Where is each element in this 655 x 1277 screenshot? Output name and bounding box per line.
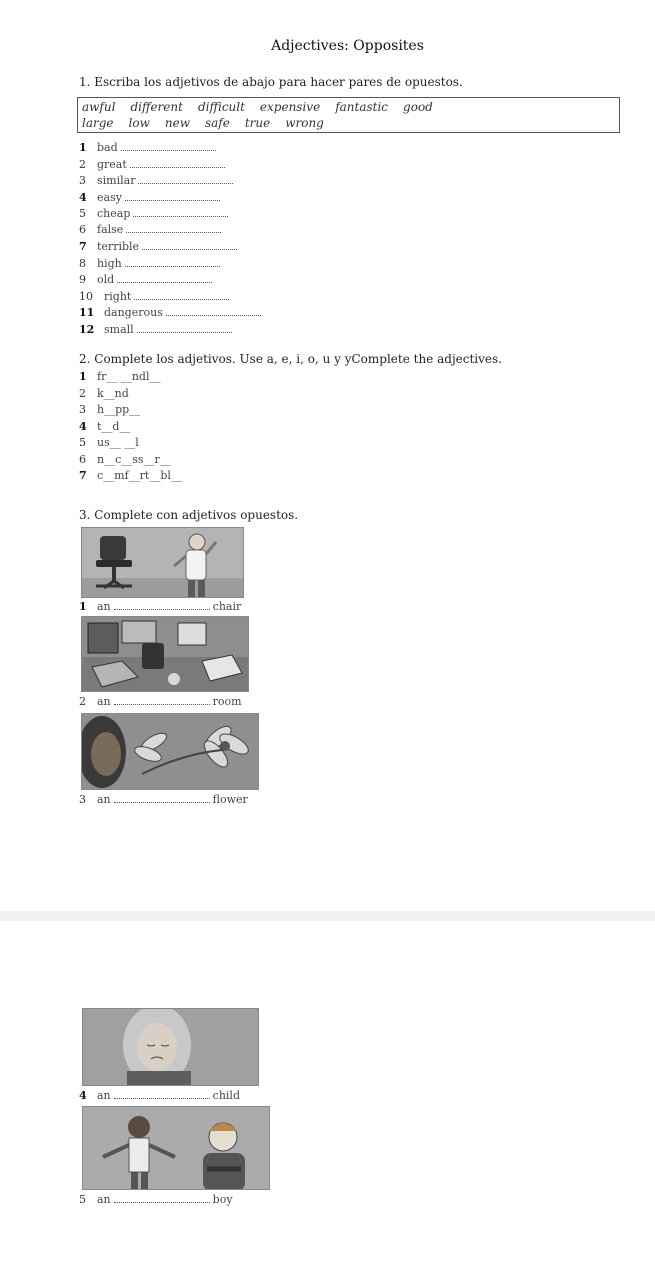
answer-blank[interactable] bbox=[134, 291, 229, 300]
item-number: 2 bbox=[79, 695, 86, 708]
item-number: 5 bbox=[79, 1193, 86, 1206]
opposite-item bbox=[79, 191, 220, 205]
word-bank-word: wrong bbox=[285, 116, 324, 130]
caption-3 bbox=[79, 793, 248, 807]
word-bank-word: fantastic bbox=[335, 100, 389, 114]
item-number: 1 bbox=[79, 141, 87, 154]
item-number: 1 bbox=[79, 600, 87, 613]
word-bank-word: good bbox=[403, 100, 433, 114]
answer-blank[interactable] bbox=[133, 208, 228, 217]
boy-picture bbox=[82, 1106, 270, 1190]
item-word: similar bbox=[97, 174, 136, 187]
answer-blank[interactable] bbox=[121, 142, 216, 151]
room-picture bbox=[81, 616, 249, 692]
answer-blank[interactable] bbox=[126, 224, 221, 233]
item-number: 7 bbox=[79, 240, 87, 253]
caption-2 bbox=[79, 695, 242, 709]
answer-blank[interactable] bbox=[114, 794, 210, 803]
fill-vowels-item bbox=[79, 403, 140, 417]
boy-illustration bbox=[83, 1107, 270, 1190]
noun: room bbox=[212, 695, 242, 708]
item-number: 3 bbox=[79, 793, 86, 806]
answer-blank[interactable] bbox=[130, 159, 225, 168]
item-word[interactable]: k__nd bbox=[97, 387, 129, 400]
item-number: 5 bbox=[79, 207, 86, 220]
word-bank-word: different bbox=[130, 100, 183, 114]
room-illustration bbox=[82, 617, 249, 692]
chair-illustration bbox=[82, 528, 244, 598]
opposite-item bbox=[79, 290, 229, 304]
caption-1 bbox=[79, 600, 241, 614]
opposite-item bbox=[79, 141, 216, 155]
word-bank bbox=[77, 97, 620, 133]
item-word[interactable]: t__d__ bbox=[97, 420, 131, 433]
answer-blank[interactable] bbox=[137, 324, 232, 333]
caption-4 bbox=[79, 1089, 240, 1103]
item-word[interactable]: fr__ __ndl__ bbox=[97, 370, 161, 383]
item-number: 2 bbox=[79, 387, 86, 400]
answer-blank[interactable] bbox=[166, 307, 261, 316]
article: an bbox=[97, 793, 111, 806]
flower-illustration bbox=[82, 714, 259, 790]
answer-blank[interactable] bbox=[114, 1090, 210, 1099]
item-word: cheap bbox=[97, 207, 131, 220]
answer-blank[interactable] bbox=[142, 241, 237, 250]
word-bank-word: new bbox=[164, 116, 190, 130]
noun: chair bbox=[212, 600, 242, 613]
item-number: 4 bbox=[79, 1089, 87, 1102]
fill-vowels-item bbox=[79, 370, 160, 384]
word-bank-word: true bbox=[244, 116, 271, 130]
section3-heading: 3. Complete con adjetivos opuestos. bbox=[79, 508, 299, 522]
answer-blank[interactable] bbox=[138, 175, 233, 184]
item-number: 8 bbox=[79, 257, 86, 270]
article: an bbox=[97, 695, 111, 708]
noun: flower bbox=[212, 793, 248, 806]
item-number: 12 bbox=[79, 323, 95, 336]
item-number: 7 bbox=[79, 469, 87, 482]
caption-5 bbox=[79, 1193, 233, 1207]
word-bank-word: low bbox=[128, 116, 150, 130]
item-number: 4 bbox=[79, 191, 87, 204]
fill-vowels-item bbox=[79, 387, 129, 401]
item-word[interactable]: us__ __l bbox=[97, 436, 139, 449]
article: an bbox=[97, 1193, 111, 1206]
opposite-item bbox=[79, 257, 220, 271]
item-word: small bbox=[104, 323, 134, 336]
answer-blank[interactable] bbox=[125, 258, 220, 267]
word-bank-word: difficult bbox=[197, 100, 245, 114]
item-number: 2 bbox=[79, 158, 86, 171]
opposite-item bbox=[79, 240, 237, 254]
article: an bbox=[97, 600, 111, 613]
opposite-item bbox=[79, 223, 221, 237]
page-title: Adjectives: Opposites bbox=[271, 38, 424, 54]
noun: boy bbox=[212, 1193, 233, 1206]
answer-blank[interactable] bbox=[125, 192, 220, 201]
answer-blank[interactable] bbox=[114, 601, 210, 610]
item-word[interactable]: n__c__ss__r__ bbox=[97, 453, 171, 466]
item-number: 3 bbox=[79, 174, 86, 187]
item-word: high bbox=[97, 257, 122, 270]
word-bank-word: large bbox=[82, 116, 114, 130]
opposite-item bbox=[79, 306, 261, 320]
opposite-item bbox=[79, 174, 233, 188]
flower-picture bbox=[81, 713, 259, 790]
answer-blank[interactable] bbox=[114, 696, 210, 705]
item-word: easy bbox=[97, 191, 122, 204]
item-word: terrible bbox=[97, 240, 140, 253]
word-bank-row-1 bbox=[82, 99, 615, 115]
opposite-item bbox=[79, 158, 225, 172]
fill-vowels-item bbox=[79, 420, 130, 434]
item-word[interactable]: c__mf__rt__bl__ bbox=[97, 469, 182, 482]
word-bank-row-2 bbox=[82, 115, 615, 131]
answer-blank[interactable] bbox=[117, 274, 212, 283]
item-word: old bbox=[97, 273, 115, 286]
item-number: 10 bbox=[79, 290, 93, 303]
page-separator bbox=[0, 911, 655, 921]
fill-vowels-item bbox=[79, 453, 171, 467]
word-bank-word: expensive bbox=[259, 100, 321, 114]
item-word: great bbox=[97, 158, 127, 171]
word-bank-word: safe bbox=[204, 116, 230, 130]
worksheet-page-2 bbox=[0, 921, 655, 1277]
item-number: 11 bbox=[79, 306, 95, 319]
child-picture bbox=[82, 1008, 259, 1086]
item-number: 3 bbox=[79, 403, 86, 416]
fill-vowels-item bbox=[79, 469, 182, 483]
item-word[interactable]: h__pp__ bbox=[97, 403, 141, 416]
item-number: 1 bbox=[79, 370, 87, 383]
item-word: bad bbox=[97, 141, 118, 154]
item-number: 5 bbox=[79, 436, 86, 449]
chair-picture bbox=[81, 527, 244, 598]
item-word: dangerous bbox=[104, 306, 163, 319]
opposite-item bbox=[79, 207, 228, 221]
item-number: 4 bbox=[79, 420, 87, 433]
item-word: right bbox=[104, 290, 132, 303]
section1-heading: 1. Escriba los adjetivos de abajo para hacer pares de opuestos. bbox=[79, 75, 463, 89]
fill-vowels-item bbox=[79, 436, 139, 450]
item-word: false bbox=[97, 223, 124, 236]
child-illustration bbox=[83, 1009, 259, 1086]
item-number: 6 bbox=[79, 223, 86, 236]
item-number: 9 bbox=[79, 273, 86, 286]
opposite-item bbox=[79, 273, 212, 287]
word-bank-word: awful bbox=[82, 100, 116, 114]
article: an bbox=[97, 1089, 111, 1102]
opposite-item bbox=[79, 323, 232, 337]
noun: child bbox=[212, 1089, 240, 1102]
answer-blank[interactable] bbox=[114, 1194, 210, 1203]
section2-heading: 2. Complete los adjetivos. Use a, e, i, o, u y yComplete the adjectives. bbox=[79, 352, 502, 366]
item-number: 6 bbox=[79, 453, 86, 466]
